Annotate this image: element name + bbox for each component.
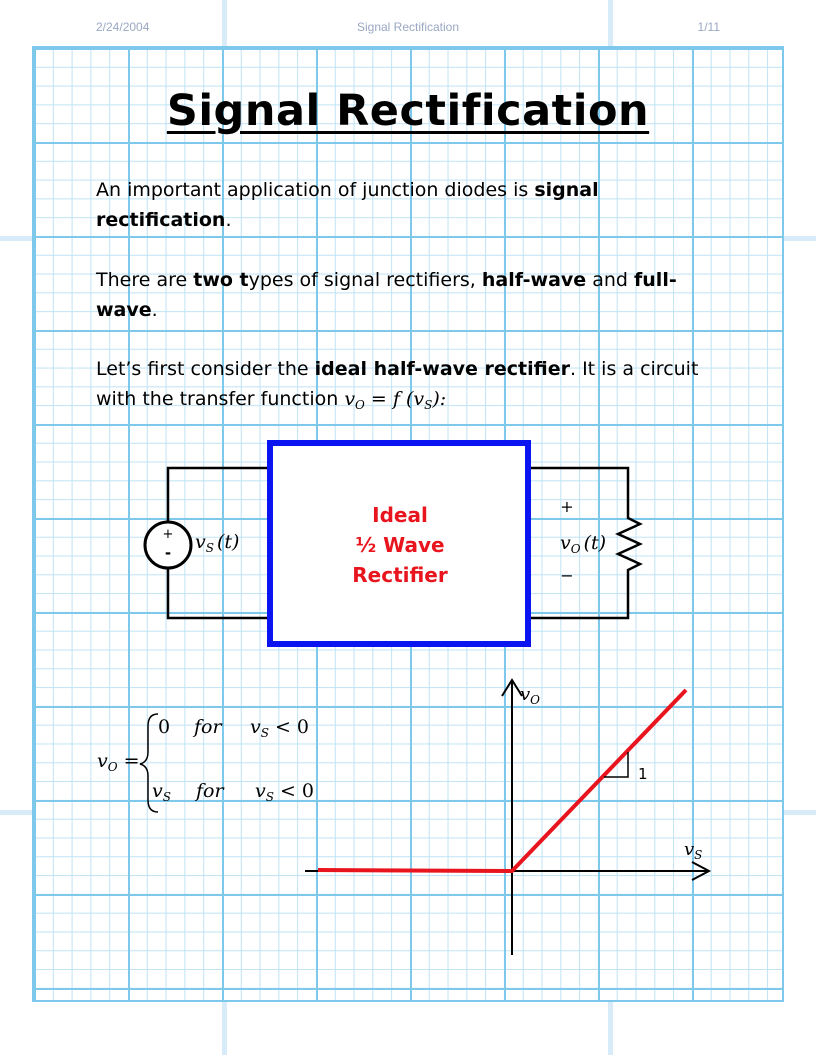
source-sub: S <box>205 541 214 555</box>
y-sub: O <box>530 693 541 707</box>
eq-v: v <box>344 388 356 410</box>
text: and <box>586 269 635 291</box>
header-date: 2/24/2004 <box>96 20 150 34</box>
bold-text: full-wave <box>96 269 677 321</box>
case2-cond <box>255 780 314 804</box>
text: ypes of signal rectifiers, <box>248 269 482 291</box>
output-label <box>560 532 606 556</box>
block-line-3: Rectifier <box>352 563 448 587</box>
source-v: v <box>195 531 206 553</box>
case2-value <box>152 780 171 804</box>
c2-val: v <box>152 780 163 802</box>
c1-cond: < 0 <box>274 716 310 738</box>
x-v: v <box>684 839 695 860</box>
rectifier-block-label <box>272 500 528 590</box>
c2-val-sub: S <box>162 790 171 804</box>
output-plus: + <box>560 497 574 516</box>
c2-cond: < 0 <box>279 780 315 802</box>
out-sub: O <box>570 542 581 556</box>
text: An important application of junction diodes is <box>96 179 535 201</box>
c2-v: v <box>255 780 266 802</box>
plot-axes <box>305 680 709 955</box>
source-plus: + <box>162 527 174 542</box>
x-sub: S <box>694 848 703 862</box>
transfer-curve <box>318 690 686 871</box>
page-title: Signal Rectification <box>166 86 650 136</box>
equation-lhs <box>97 750 140 774</box>
source-label <box>195 531 239 555</box>
text: . It is a circuit with the transfer function <box>96 358 699 410</box>
c2-sub: S <box>265 790 274 804</box>
output-minus: − <box>560 566 574 585</box>
block-line-1: Ideal <box>372 503 428 527</box>
x-axis-label <box>684 839 702 862</box>
bold-text: half-wave <box>481 269 587 291</box>
text: . <box>225 209 232 231</box>
eq-rest: = f (v <box>364 388 425 410</box>
source-arg: (t) <box>216 531 240 553</box>
c1-v: v <box>250 716 261 738</box>
case1-value: 0 <box>158 716 171 738</box>
y-v: v <box>520 684 531 705</box>
eq-sub: O <box>355 398 365 412</box>
bold-text: two t <box>193 269 249 291</box>
out-arg: (t) <box>583 532 607 554</box>
lhs-eq: = <box>123 750 140 772</box>
source-minus: - <box>164 544 172 562</box>
text: Let’s first consider the <box>96 358 315 380</box>
block-line-2: ½ Wave <box>355 533 445 557</box>
bold-text: ideal half-wave rectifier <box>314 358 570 380</box>
bold-text: signal rectification <box>96 179 599 231</box>
case1-cond <box>250 716 309 740</box>
eq-end: ): <box>432 388 447 410</box>
out-v: v <box>560 532 571 554</box>
slope-label: 1 <box>638 765 648 783</box>
c1-sub: S <box>260 726 269 740</box>
eq-sub2: S <box>424 398 433 412</box>
y-axis-label <box>520 684 540 707</box>
header-title: Signal Rectification <box>356 20 460 34</box>
case1-for: for <box>194 716 222 738</box>
case2-for: for <box>196 780 224 802</box>
text: . <box>151 299 158 321</box>
text: There are <box>96 269 194 291</box>
header-page: 1/11 <box>697 20 720 34</box>
lhs-v: v <box>97 750 108 772</box>
lhs-sub: O <box>107 760 118 774</box>
